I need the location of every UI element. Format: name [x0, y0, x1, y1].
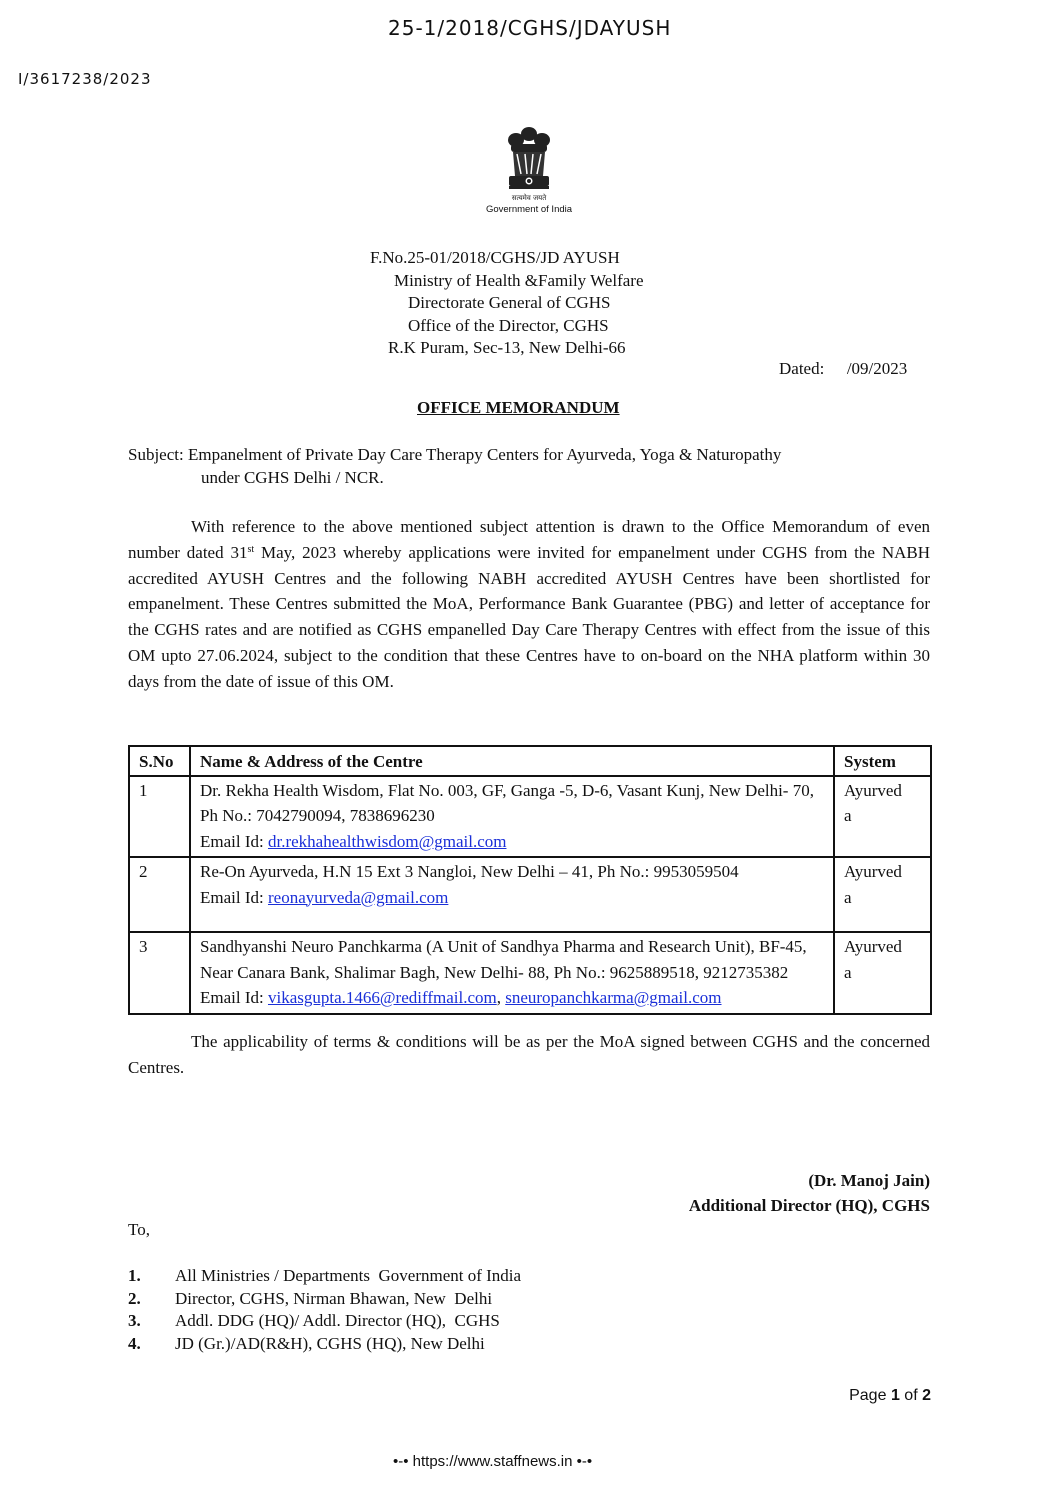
cell-name-address — [190, 857, 834, 932]
body-paragraph — [128, 514, 930, 695]
email-link[interactable]: vikasgupta.1466@rediffmail.com — [267, 988, 497, 1007]
centre-address: Dr. Rekha Health Wisdom, Flat No. 003, GF, Ganga -5, D-6, Vasant Kunj, New Delhi- 70, Ph No.: 7042790094, 7838696230 — [200, 780, 814, 825]
ministry-name: Ministry of Health &Family Welfare — [394, 270, 644, 290]
item-text: JD (Gr.)/AD(R&H), CGHS (HQ), New Delhi — [175, 1333, 485, 1353]
page-title: OFFICE MEMORANDUM — [417, 398, 620, 417]
centre-address: Re-On Ayurveda, H.N 15 Ext 3 Nangloi, New Delhi – 41, Ph No.: 9953059504 — [200, 862, 739, 881]
cell-name-address — [190, 776, 834, 858]
page-total: 2 — [922, 1387, 931, 1404]
list-item — [128, 1333, 521, 1356]
dated-label: Dated: — [779, 359, 825, 378]
cell-sno: 2 — [129, 857, 190, 932]
item-number: 3. — [128, 1311, 141, 1330]
list-item — [128, 1310, 521, 1333]
signatory-designation: Additional Director (HQ), CGHS — [688, 1196, 930, 1215]
document-id-stamp: I/3617238/2023 — [18, 70, 152, 88]
file-reference-stamp: 25-1/2018/CGHS/JDAYUSH — [388, 16, 672, 40]
dated-value: /09/2023 — [846, 359, 908, 378]
table-row — [129, 776, 931, 858]
item-number: 1. — [128, 1266, 141, 1285]
file-number: F.No.25-01/2018/CGHS/JD AYUSH — [370, 248, 620, 267]
body-text-1: With reference to the above mentioned subject attention is drawn to the Office Memorandum of even number dated 31 — [128, 517, 930, 562]
emblem-block — [483, 124, 575, 228]
distribution-list — [128, 1265, 521, 1355]
body-text-2: May, 2023 whereby applications were invited for empanelment under CGHS from the NABH accredited AYUSH Centres and the following NABH accredited AYUSH Centres have been shortlisted for empanelment. These Centres submitted the MoA, Performance Bank Guarantee (PBG) and letter of acceptance for the CGHS rates and are notified as CGHS empanelled Day Care Therapy Centres with effect from the issue of this OM upto 27.06.2024, subject to the condition that these Centres have to on-board on the NHA platform within 30 days from the date of issue of this OM. — [128, 542, 930, 691]
cell-sno: 3 — [129, 932, 190, 1014]
centres-table — [128, 745, 932, 1015]
table-row — [129, 932, 931, 1014]
cell-name-address — [190, 932, 834, 1014]
centre-address: Sandhyanshi Neuro Panchkarma (A Unit of Sandhya Pharma and Research Unit), BF-45, Near Canara Bank, Shalimar Bagh, New Delhi- 88, Ph No.: 9625889518, 9212735382 — [200, 937, 807, 982]
subject-line-1: Empanelment of Private Day Care Therapy Centers for Ayurveda, Yoga & Naturopathy — [187, 445, 782, 464]
to-label: To, — [128, 1220, 150, 1239]
cell-system — [834, 776, 931, 858]
signatory-name: (Dr. Manoj Jain) — [808, 1171, 930, 1190]
list-item — [128, 1265, 521, 1288]
item-text: All Ministries / Departments Government of India — [175, 1266, 522, 1285]
date-line — [779, 359, 907, 379]
subject-block — [128, 443, 938, 489]
email-line — [200, 885, 825, 911]
ordinal-suffix: st — [247, 543, 255, 555]
email-label: Email Id: — [200, 831, 268, 851]
email-line: Email Id: vikasgupta.1466@rediffmail.com, sneuropanchkarma@gmail.com — [200, 988, 722, 1007]
email-label: Email Id: — [200, 887, 268, 907]
table-header-row — [129, 746, 931, 776]
item-number: 4. — [128, 1333, 141, 1353]
item-text: Director, CGHS, Nirman Bhawan, New Delhi — [175, 1288, 493, 1308]
email-link[interactable]: reonayurveda@gmail.com — [267, 887, 449, 907]
page-label: Page — [849, 1387, 887, 1404]
table-row — [129, 857, 931, 932]
footer-watermark-url[interactable]: •-• https://www.staffnews.in •-• — [393, 1453, 593, 1470]
cell-system — [834, 932, 931, 1014]
national-emblem-icon — [499, 124, 559, 204]
cell-sno: 1 — [129, 776, 190, 858]
emblem-caption: Government of India — [485, 204, 573, 215]
item-text: Addl. DDG (HQ)/ Addl. Director (HQ), CGHS — [175, 1311, 500, 1330]
subject-label: Subject: — [128, 445, 184, 464]
page-of-label: of — [904, 1387, 918, 1404]
office-name: Office of the Director, CGHS — [408, 315, 609, 335]
header-name-address: Name & Address of the Centre — [190, 746, 834, 776]
email-link[interactable]: sneuropanchkarma@gmail.com — [505, 988, 722, 1007]
list-item — [128, 1288, 521, 1311]
email-label: Email Id: — [200, 988, 268, 1007]
cell-system — [834, 857, 931, 932]
header-sno: S.No — [129, 746, 190, 776]
closing-paragraph: The applicability of terms & conditions will be as per the MoA signed between CGHS and the concerned Centres. — [128, 1032, 930, 1077]
office-address: R.K Puram, Sec-13, New Delhi-66 — [388, 338, 626, 357]
header-system: System — [834, 746, 931, 776]
page-current: 1 — [890, 1387, 900, 1404]
email-link[interactable]: dr.rekhahealthwisdom@gmail.com — [267, 831, 507, 851]
system-value: Ayurveda — [844, 937, 902, 982]
page-number — [849, 1387, 931, 1405]
item-number: 2. — [128, 1288, 141, 1308]
system-value: Ayurveda — [844, 780, 902, 825]
system-value: Ayurveda — [844, 862, 902, 907]
directorate-name: Directorate General of CGHS — [408, 293, 611, 312]
emblem-motto: सत्यमेव जयते — [511, 194, 547, 202]
subject-line-2: under CGHS Delhi / NCR. — [201, 468, 384, 487]
email-line — [200, 829, 825, 855]
